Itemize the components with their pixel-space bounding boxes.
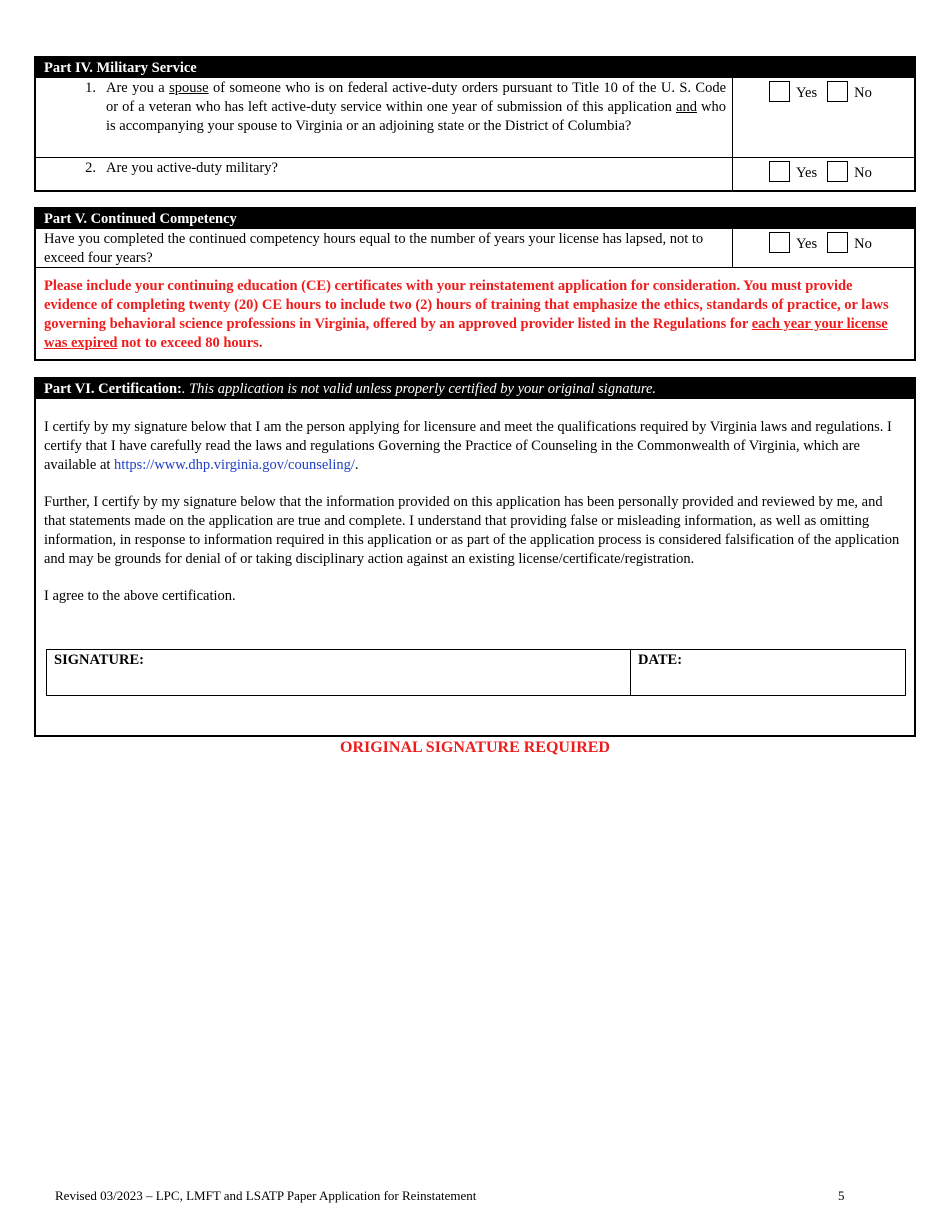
signature-label: SIGNATURE:: [54, 652, 144, 668]
q1-yes-checkbox[interactable]: [769, 81, 790, 102]
part5-yes-checkbox[interactable]: [769, 232, 790, 253]
part6-section: [34, 377, 916, 737]
q2-yes-no: [733, 158, 914, 191]
date-label: DATE:: [638, 652, 683, 668]
q2-no-label: No: [854, 165, 872, 181]
q1-text: Are you a spouse of someone who is on federal active-duty orders pursuant to Title 10 of the U. S. Code or of a veteran who has left active-duty service within one year of submission of this application and who is accompanying your spouse to Virginia or an adjoining state or the District of Columbia?: [106, 80, 727, 134]
q1-no-checkbox[interactable]: [827, 81, 848, 102]
q2-number: 2.: [85, 160, 96, 176]
part4-q1-row: [36, 78, 914, 157]
counseling-regulations-link[interactable]: https://www.dhp.virginia.gov/counseling/: [114, 457, 355, 473]
part4-section: [34, 56, 916, 192]
q2-yes-label: Yes: [796, 165, 818, 181]
q1-yes-no: [733, 78, 914, 157]
q1-no-label: No: [854, 85, 872, 101]
date-field[interactable]: [631, 650, 905, 695]
signature-table: [46, 649, 906, 696]
part5-section: [34, 207, 916, 361]
ce-requirement-note: Please include your continuing education (CE) certificates with your reinstatement application for consideration. You must provide evidence of completing twenty (20) CE hours to include two (2) hours of training that emphasize the ethics, standards of practice, or laws governing behavioral science professions in Virginia, offered by an approved provider listed in the Regulations for each year your license was expired not to exceed 80 hours.: [36, 267, 914, 359]
certification-text: [36, 418, 914, 606]
q1-yes-label: Yes: [796, 85, 818, 101]
part6-header: Part VI. Certification:. This application is not valid unless properly certified by your original signature.: [36, 379, 914, 399]
part5-question: Have you completed the continued competency hours equal to the number of years your license has lapsed, not to exceed four years?: [36, 229, 733, 267]
q2-text: Are you active-duty military?: [106, 160, 278, 176]
page-number: 5: [838, 1188, 845, 1203]
cert-paragraph-2: Further, I certify by my signature below that the information provided on this application has been personally provided and reviewed by me, and that statements made on the application are true and complete. I understand that providing false or misleading information, as well as omitting information, in response to information required in this application or as part of the application process is considered falsification of the application and may be grounds for denial of or taking disciplinary action against an existing license/certificate/registration.: [44, 494, 900, 567]
original-signature-required: ORIGINAL SIGNATURE REQUIRED: [340, 739, 610, 756]
q2-yes-checkbox[interactable]: [769, 161, 790, 182]
part4-header: Part IV. Military Service: [36, 58, 914, 78]
signature-field[interactable]: [47, 650, 631, 695]
cert-agreement: I agree to the above certification.: [44, 588, 236, 604]
q1-number: 1.: [85, 80, 96, 96]
part5-yes-no: [733, 229, 914, 267]
cert-paragraph-1: I certify by my signature below that I am the person applying for licensure and meet the qualifications required by Virginia laws and regulations. I certify that I have carefully read the laws and regulations Governing the Practice of Counseling in the Commonwealth of Virginia, which are available at https://www.dhp.virginia.gov/counseling/.: [44, 419, 892, 473]
part5-no-label: No: [854, 236, 872, 252]
q2-no-checkbox[interactable]: [827, 161, 848, 182]
footer-text: Revised 03/2023 – LPC, LMFT and LSATP Paper Application for Reinstatement: [55, 1188, 477, 1203]
part5-yes-label: Yes: [796, 236, 818, 252]
part5-no-checkbox[interactable]: [827, 232, 848, 253]
part5-question-row: [36, 229, 914, 267]
part5-header: Part V. Continued Competency: [36, 209, 914, 229]
part4-q2-row: [36, 157, 914, 191]
